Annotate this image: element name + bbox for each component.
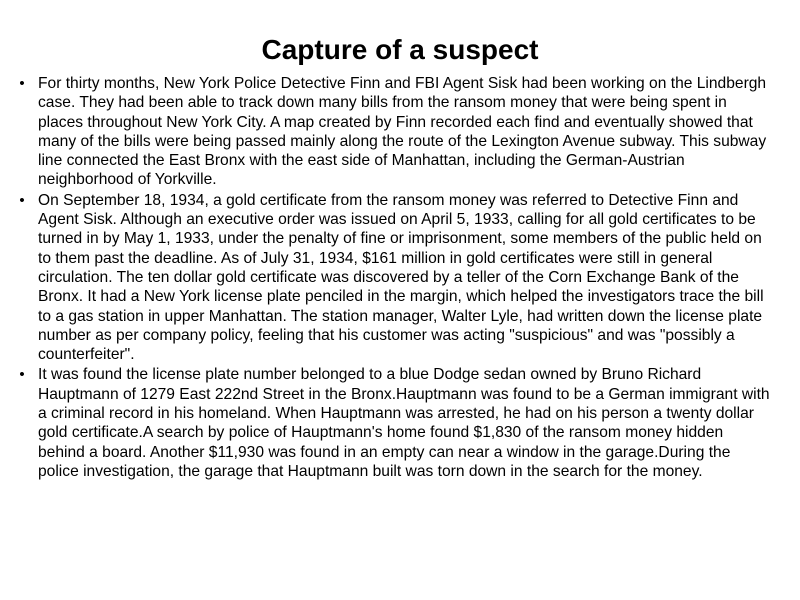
bullet-icon: • xyxy=(19,191,25,209)
bullet-item-3 xyxy=(14,365,774,481)
bullet-item-1 xyxy=(14,74,774,190)
slide-title: Capture of a suspect xyxy=(261,34,539,65)
bullet-text-2: On September 18, 1934, a gold certificate from the ransom money was referred to Detective Finn and Agent Sisk. Although an executive order was issued on April 5, 1933, calling for all gold certificates to be turned in by May 1, 1933, under the penalty of fine or imprisonment, some members of the public held on to them past the deadline. As of July 31, 1934, $161 million in gold certificates were still in general circulation. The ten dollar gold certificate was discovered by a teller of the Corn Exchange Bank of the Bronx. It had a New York license plate penciled in the margin, which helped the investigators trace the bill to a gas station in upper Manhattan. The station manager, Walter Lyle, had written down the license plate number as per company policy, feeling that his customer was acting "suspicious" and was "possibly a counterfeiter". xyxy=(38,191,764,364)
bullet-item-2 xyxy=(14,191,774,365)
bullet-text-1: For thirty months, New York Police Detective Finn and FBI Agent Sisk had been working on the Lindbergh case. They had been able to track down many bills from the ransom money that were being spent in places throughout New York City. A map created by Finn recorded each find and eventually showed that many of the bills were being passed mainly along the route of the Lexington Avenue subway. This subway line connected the East Bronx with the east side of Manhattan, including the German-Austrian neighborhood of Yorkville. xyxy=(38,75,767,189)
bullet-icon: • xyxy=(19,366,25,384)
bullet-icon: • xyxy=(19,75,25,92)
bullet-text-3: It was found the license plate number belonged to a blue Dodge sedan owned by Bruno Richard Hauptmann of 1279 East 222nd Street in the Bronx.Hauptmann was found to be a German immigrant with a criminal record in his homeland. When Hauptmann was arrested, he had on his person a twenty dollar gold certificate.A search by police of Hauptmann's home found $1,830 of the ransom money hidden behind a board. Another $11,930 was found in an empty can near a window in the garage.During the police investigation, the garage that Hauptmann built was torn down in the search for the money. xyxy=(38,366,770,480)
bullet-list xyxy=(14,74,774,481)
